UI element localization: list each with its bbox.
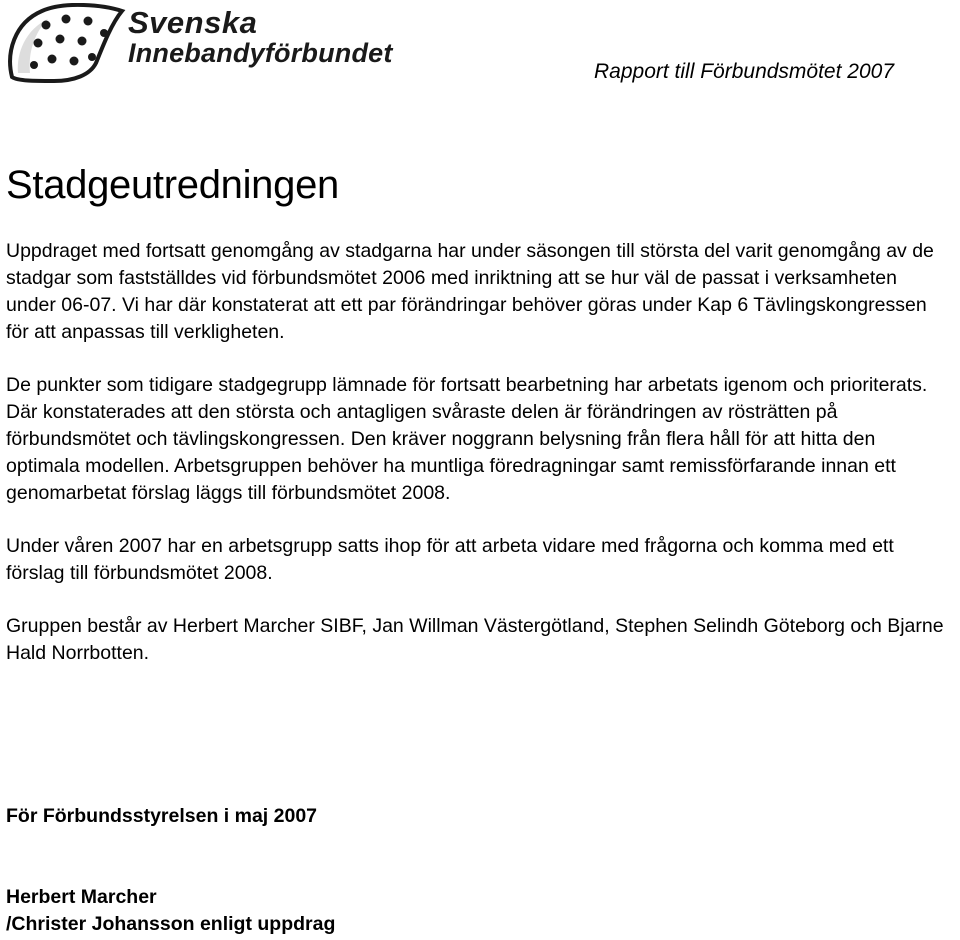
paragraph-2: De punkter som tidigare stadgegrupp lämnade för fortsatt bearbetning har arbetats igenom och prioriterats. Där konstaterades att den största och antagligen svåraste delen är förändringen av rösträtten på förbundsmötet och tävlingskongressen. Den kräver noggrann belysning från flera håll för att hitta den optimala modellen. Arbetsgruppen behöver ha muntliga föredragningar samt remissförfarande innan ett genomarbetat förslag läggs till förbundsmötet 2008. — [6, 374, 928, 504]
logo-line-innebandyforbundet: Innebandyförbundet — [128, 38, 393, 68]
paragraph-4: Gruppen består av Herbert Marcher SIBF, Jan Willman Västergötland, Stephen Selindh Göteborg och Bjarne Hald Norrbotten. — [6, 615, 944, 664]
logo-line-svenska: Svenska — [128, 5, 258, 40]
signature-closing: För Förbundsstyrelsen i maj 2007 — [6, 805, 318, 827]
logo-wordmark — [128, 7, 393, 67]
floorball-icon — [4, 3, 126, 83]
sibf-logo — [4, 3, 394, 83]
paragraph-3: Under våren 2007 har en arbetsgrupp satts ihop för att arbeta vidare med frågorna och komma med ett förslag till förbundsmötet 2008. — [6, 535, 894, 584]
document-title: Stadgeutredningen — [6, 163, 339, 207]
signature-block — [6, 803, 335, 938]
document-body — [6, 238, 946, 693]
signature-extra: /Christer Johansson enligt uppdrag — [6, 913, 336, 935]
signature-name: Herbert Marcher — [6, 886, 157, 908]
paragraph-1: Uppdraget med fortsatt genomgång av stadgarna har under säsongen till största del varit genomgång av de stadgar som fastställdes vid förbundsmötet 2006 med inriktning att se hur väl de passat i verksamheten under 06-07. Vi har där konstaterat att ett par förändringar behöver göras under Kap 6 Tävlingskongressen för att anpassas till verkligheten. — [6, 240, 934, 343]
report-header: Rapport till Förbundsmötet 2007 — [594, 60, 894, 83]
